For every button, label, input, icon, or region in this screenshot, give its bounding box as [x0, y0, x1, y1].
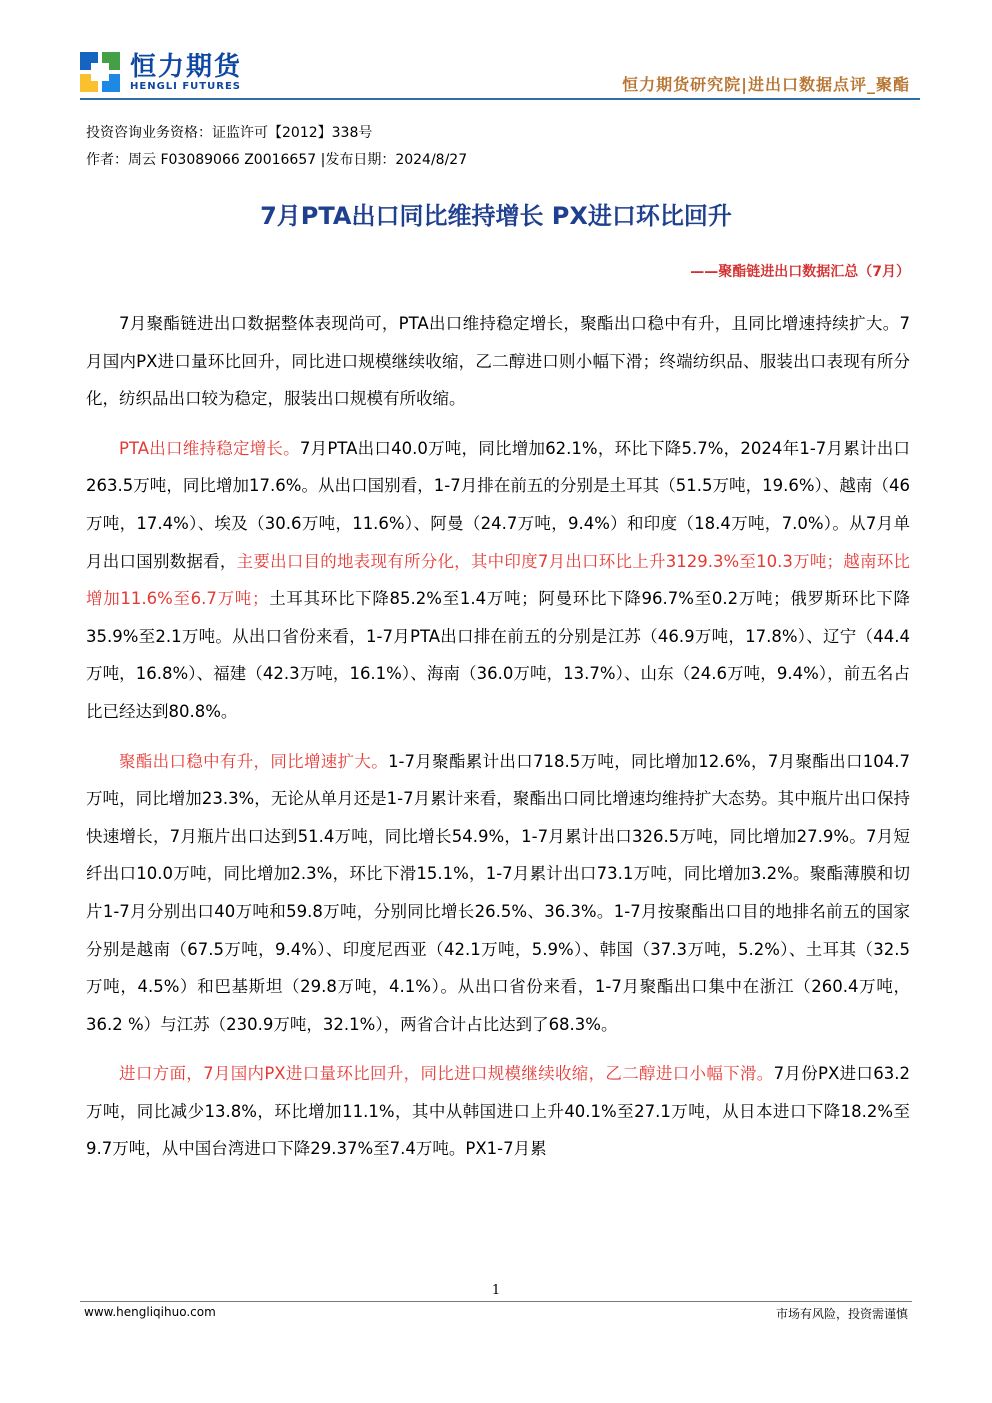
logo-mark-icon — [80, 52, 120, 92]
report-title: 7月PTA出口同比维持增长 PX进口环比回升 — [260, 202, 732, 230]
header-section-label: 恒力期货研究院|进出口数据点评_聚酯 — [622, 75, 910, 94]
report-subtitle: ——聚酯链进出口数据汇总（7月） — [690, 264, 910, 280]
page-number: 1 — [491, 1283, 501, 1298]
imports-lead: 进口方面，7月国内PX进口量环比回升，同比进口规模继续收缩，乙二醇进口小幅下滑。 — [119, 1064, 774, 1084]
company-logo — [80, 52, 242, 92]
report-body — [86, 305, 910, 1180]
header-divider — [80, 98, 920, 100]
paragraph-summary: 7月聚酯链进出口数据整体表现尚可，PTA出口维持稳定增长，聚酯出口稳中有升，且同比增速持续扩大。7月国内PX进口量环比回升，同比进口规模继续收缩，乙二醇进口则小幅下滑；终端纺织品、服装出口表现有所分化，纺织品出口较为稳定，服装出口规模有所收缩。 — [86, 314, 910, 409]
qualification-line: 投资咨询业务资格：证监许可【2012】338号 — [86, 125, 373, 141]
author-line: 作者：周云 F03089066 Z0016657 |发布日期：2024/8/27 — [86, 152, 468, 168]
imports-text: 7月份PX进口63.2万吨，同比减少13.8%，环比增加11.1%，其中从韩国进口上升40.1%至27.1万吨，从日本进口下降18.2%至9.7万吨，从中国台湾进口下降29.37%至7.4万吨。PX1-7月累 — [86, 1064, 910, 1159]
polyester-export-text: 1-7月聚酯累计出口718.5万吨，同比增加12.6%，7月聚酯出口104.7万吨，同比增加23.3%，无论从单月还是1-7月累计来看，聚酯出口同比增速均维持扩大态势。其中瓶片出口保持快速增长，7月瓶片出口达到51.4万吨，同比增长54.9%，1-7月累计出口326.5万吨，同比增加27.9%。7月短纤出口10.0万吨，同比增加2.3%，环比下滑15.1%，1-7月累计出口73.1万吨，同比增加3.2%。聚酯薄膜和切片1-7月分别出口40万吨和59.8万吨，分别同比增长26.5%、36.3%。1-7月按聚酯出口目的地排名前五的国家分别是越南（67.5万吨，9.4%）、印度尼西亚（42.1万吨，5.9%）、韩国（37.3万吨，5.2%）、土耳其（32.5万吨，4.5%）和巴基斯坦（29.8万吨，4.1%）。从出口省份来看，1-7月聚酯出口集中在浙江（260.4万吨，36.2 %）与江苏（230.9万吨，32.1%），两省合计占比达到了68.3%。 — [86, 751, 910, 1034]
footer-divider — [80, 1301, 912, 1302]
logo-name-cn: 恒力期货 — [130, 51, 243, 82]
footer-disclaimer: 市场有风险，投资需谨慎 — [775, 1307, 908, 1321]
footer-website: www.hengliqihuo.com — [84, 1305, 216, 1319]
polyester-export-lead: 聚酯出口稳中有升，同比增速扩大。 — [119, 751, 389, 771]
paragraph-imports — [86, 1055, 910, 1168]
pta-export-text-b: 土耳其环比下降85.2%至1.4万吨；阿曼环比下降96.7%至0.2万吨；俄罗斯环比下降35.9%至2.1万吨。从出口省份来看，1-7月PTA出口排在前五的分别是江苏（46.9万吨，17.8%）、辽宁（44.4万吨，16.8%）、福建（42.3万吨，16.1%）、海南（36.0万吨，13.7%）、山东（24.6万吨，9.4%），前五名占比已经达到80.8%。 — [86, 589, 910, 721]
paragraph-pta-export — [86, 430, 910, 731]
pta-export-lead: PTA出口维持稳定增长。 — [119, 438, 300, 458]
pta-export-text-a: 7月PTA出口40.0万吨，同比增加62.1%，环比下降5.7%，2024年1-7月累计出口263.5万吨，同比增加17.6%。从出口国别看，1-7月排在前五的分别是土耳其（51.5万吨，19.6%）、越南（46万吨，17.4%）、埃及（30.6万吨，11.6%）、阿曼（24.7万吨，9.4%）和印度（18.4万吨，7.0%）。从7月单月出口国别数据看， — [86, 438, 910, 571]
paragraph-polyester-export — [86, 743, 910, 1044]
logo-name-en: HENGLI FUTURES — [130, 80, 241, 92]
pta-export-highlight: 主要出口目的地表现有所分化，其中印度7月出口环比上升3129.3%至10.3万吨；越南环比增加11.6%至6.7万吨； — [86, 551, 911, 609]
